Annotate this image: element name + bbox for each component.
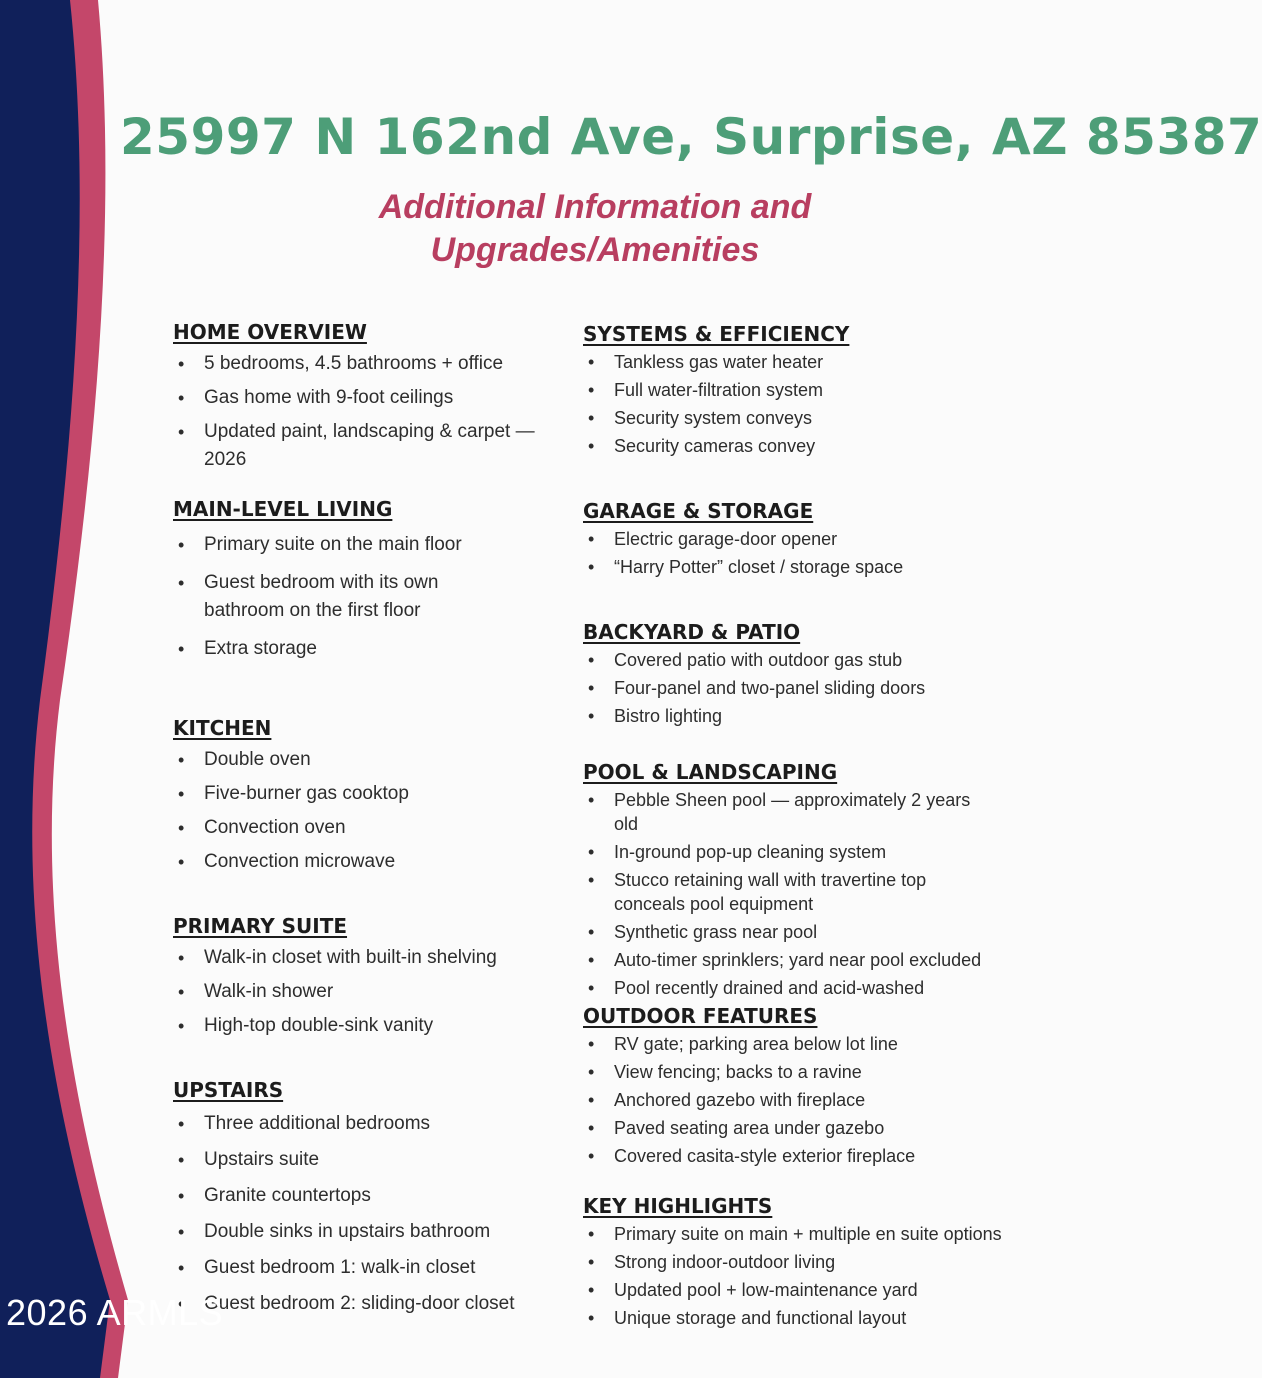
- list-item: • Double oven: [173, 746, 409, 774]
- item-list: [173, 531, 513, 663]
- section-heading: POOL & LANDSCAPING: [583, 760, 838, 784]
- section-garage-storage: [583, 499, 903, 579]
- list-item: • Unique storage and functional layout: [583, 1306, 1002, 1330]
- page-title: 25997 N 162nd Ave, Surprise, AZ 85387: [120, 108, 1262, 166]
- item-list: [583, 648, 925, 728]
- section-backyard-patio: [583, 620, 925, 728]
- section-main-level-living: [173, 497, 513, 663]
- list-item: • Guest bedroom 2: sliding-door closet: [173, 1290, 515, 1318]
- list-item: • Primary suite on main + multiple en suite options: [583, 1222, 1002, 1246]
- list-item: • In-ground pop-up cleaning system: [583, 840, 983, 864]
- section-heading: KEY HIGHLIGHTS: [583, 1194, 773, 1218]
- list-item: • RV gate; parking area below lot line: [583, 1032, 915, 1056]
- section-key-highlights: [583, 1194, 1002, 1330]
- list-item: • Pool recently drained and acid-washed: [583, 976, 983, 1000]
- list-item: • Extra storage: [173, 635, 513, 663]
- list-item: • Walk-in closet with built-in shelving: [173, 944, 497, 972]
- section-outdoor-features: [583, 1004, 915, 1168]
- list-item: • Electric garage-door opener: [583, 527, 903, 551]
- list-item: • Granite countertops: [173, 1182, 515, 1210]
- list-item: • Five-burner gas cooktop: [173, 780, 409, 808]
- section-pool-landscaping: [583, 760, 983, 1000]
- list-item: • Four-panel and two-panel sliding doors: [583, 676, 925, 700]
- page-subtitle: Additional Information and Upgrades/Amenities: [378, 188, 812, 269]
- list-item: • Bistro lighting: [583, 704, 925, 728]
- section-heading: UPSTAIRS: [173, 1078, 284, 1102]
- list-item: • Gas home with 9-foot ceilings: [173, 384, 573, 412]
- item-list: [173, 350, 573, 474]
- list-item: • Double sinks in upstairs bathroom: [173, 1218, 515, 1246]
- list-item: • Covered casita-style exterior fireplace: [583, 1144, 915, 1168]
- list-item: • Convection oven: [173, 814, 409, 842]
- list-item: • Covered patio with outdoor gas stub: [583, 648, 925, 672]
- section-upstairs: [173, 1078, 515, 1318]
- list-item: • 5 bedrooms, 4.5 bathrooms + office: [173, 350, 573, 378]
- list-item: • Stucco retaining wall with travertine top conceals pool equipment: [583, 868, 934, 916]
- list-item: • Pebble Sheen pool — approximately 2 years old: [583, 788, 983, 836]
- item-list: [583, 1032, 915, 1168]
- list-item: • Updated pool + low-maintenance yard: [583, 1278, 1002, 1302]
- item-list: [583, 527, 903, 579]
- section-systems-efficiency: [583, 322, 849, 458]
- section-heading: OUTDOOR FEATURES: [583, 1004, 818, 1028]
- section-heading: KITCHEN: [173, 716, 272, 740]
- list-item: • Paved seating area under gazebo: [583, 1116, 915, 1140]
- item-list: [583, 350, 849, 458]
- section-home-overview: [173, 320, 573, 474]
- item-list: [173, 1110, 515, 1318]
- section-heading: MAIN-LEVEL LIVING: [173, 497, 393, 521]
- item-list: [173, 944, 497, 1040]
- list-item: • Anchored gazebo with fireplace: [583, 1088, 915, 1112]
- item-list: [173, 746, 409, 876]
- list-item: • Updated paint, landscaping & carpet — 2026: [173, 418, 573, 474]
- list-item: • Auto-timer sprinklers; yard near pool excluded: [583, 948, 983, 972]
- watermark-text: 2026 ARMLS: [6, 1292, 224, 1333]
- list-item: • View fencing; backs to a ravine: [583, 1060, 915, 1084]
- list-item: • Three additional bedrooms: [173, 1110, 515, 1138]
- list-item: • Tankless gas water heater: [583, 350, 849, 374]
- list-item: • Upstairs suite: [173, 1146, 515, 1174]
- section-heading: GARAGE & STORAGE: [583, 499, 814, 523]
- section-heading: PRIMARY SUITE: [173, 914, 348, 938]
- list-item: • Security cameras convey: [583, 434, 849, 458]
- section-heading: BACKYARD & PATIO: [583, 620, 801, 644]
- section-heading: SYSTEMS & EFFICIENCY: [583, 322, 850, 346]
- list-item: • Synthetic grass near pool: [583, 920, 983, 944]
- list-item: • Guest bedroom 1: walk-in closet: [173, 1254, 515, 1282]
- list-item: • Primary suite on the main floor: [173, 531, 513, 559]
- list-item: • High-top double-sink vanity: [173, 1012, 497, 1040]
- section-primary-suite: [173, 914, 497, 1040]
- section-kitchen: [173, 716, 409, 876]
- item-list: [583, 1222, 1002, 1330]
- item-list: [583, 788, 983, 1000]
- list-item: • Guest bedroom with its own bathroom on the first floor: [173, 569, 513, 625]
- list-item: • Security system conveys: [583, 406, 849, 430]
- list-item: • Convection microwave: [173, 848, 409, 876]
- list-item: • Full water-filtration system: [583, 378, 849, 402]
- list-item: • “Harry Potter” closet / storage space: [583, 555, 903, 579]
- list-item: • Strong indoor-outdoor living: [583, 1250, 1002, 1274]
- list-item: • Walk-in shower: [173, 978, 497, 1006]
- section-heading: HOME OVERVIEW: [173, 320, 367, 344]
